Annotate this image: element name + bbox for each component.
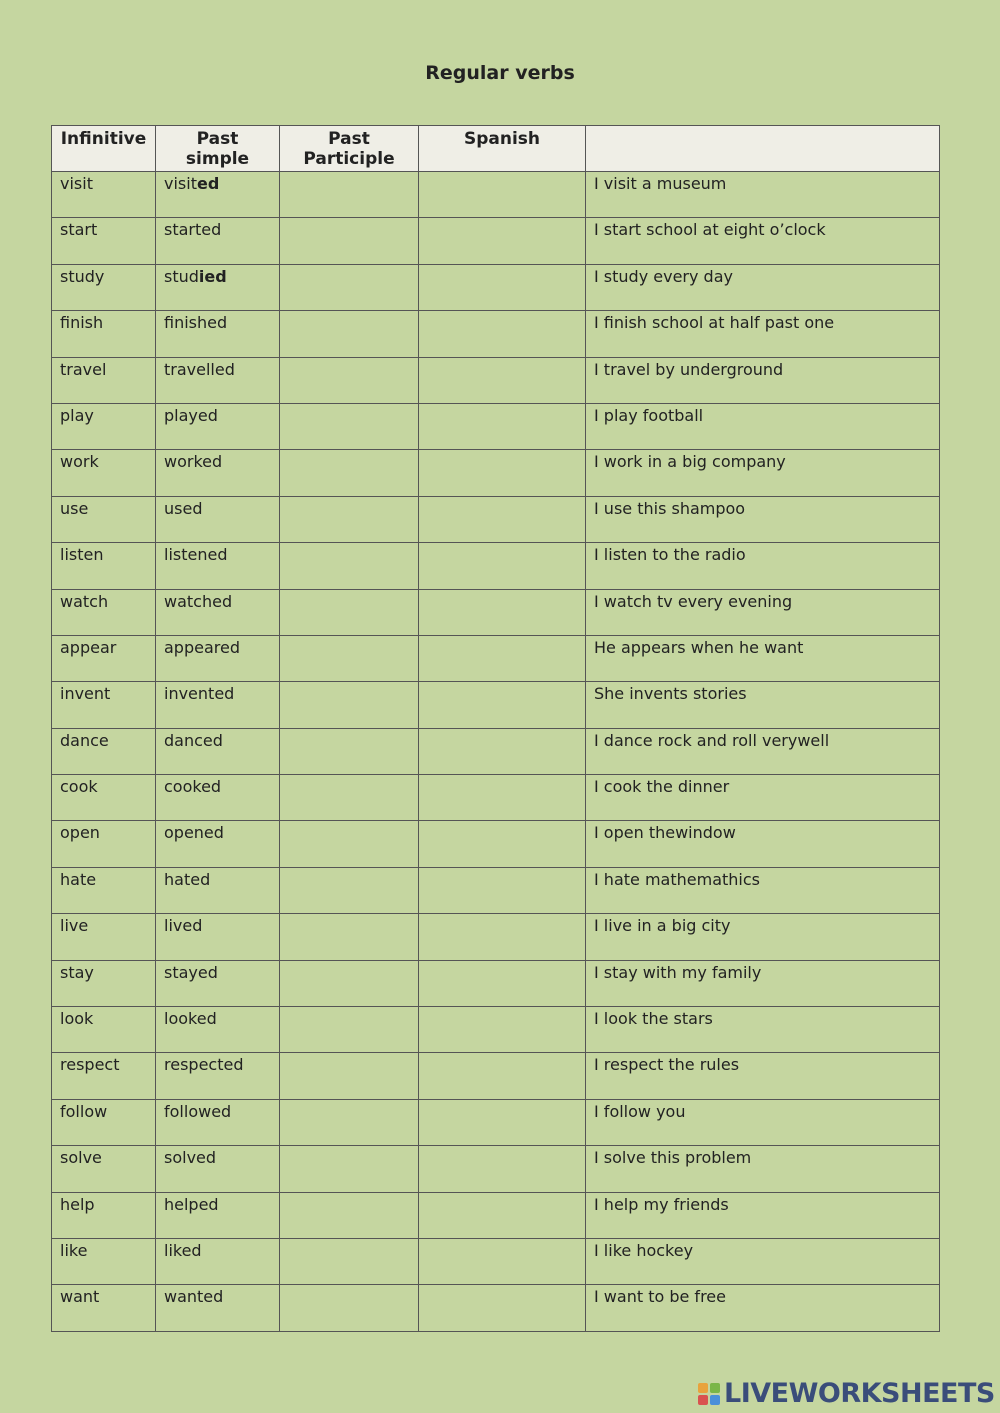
infinitive-cell: cook: [52, 775, 156, 821]
infinitive-cell: study: [52, 264, 156, 310]
past-simple-stem: listened: [164, 545, 228, 565]
past-simple-stem: danced: [164, 730, 223, 750]
spanish-answer-cell[interactable]: [419, 867, 586, 913]
table-row: [52, 450, 940, 496]
past-simple-stem: helped: [164, 1194, 219, 1214]
spanish-answer-cell[interactable]: [419, 311, 586, 357]
table-row: [52, 496, 940, 542]
past-simple-cell: [156, 218, 280, 264]
spanish-answer-cell[interactable]: [419, 450, 586, 496]
spanish-answer-cell[interactable]: [419, 543, 586, 589]
example-sentence-cell: I follow you: [586, 1099, 940, 1145]
example-sentence-cell: I dance rock and roll verywell: [586, 728, 940, 774]
past-simple-cell: [156, 914, 280, 960]
past-participle-answer-cell[interactable]: [280, 1053, 419, 1099]
past-simple-cell: [156, 728, 280, 774]
table-row: [52, 172, 940, 218]
header-infinitive: Infinitive: [52, 126, 156, 172]
past-participle-answer-cell[interactable]: [280, 311, 419, 357]
spanish-answer-cell[interactable]: [419, 1053, 586, 1099]
past-participle-answer-cell[interactable]: [280, 775, 419, 821]
example-sentence-cell: I use this shampoo: [586, 496, 940, 542]
infinitive-cell: solve: [52, 1146, 156, 1192]
past-participle-answer-cell[interactable]: [280, 821, 419, 867]
infinitive-cell: travel: [52, 357, 156, 403]
past-participle-answer-cell[interactable]: [280, 264, 419, 310]
spanish-answer-cell[interactable]: [419, 172, 586, 218]
example-sentence-cell: I work in a big company: [586, 450, 940, 496]
past-simple-stem: liked: [164, 1240, 202, 1260]
infinitive-cell: appear: [52, 635, 156, 681]
infinitive-cell: visit: [52, 172, 156, 218]
past-simple-ending: ied: [198, 266, 227, 286]
past-simple-stem: visit: [164, 174, 197, 193]
spanish-answer-cell[interactable]: [419, 914, 586, 960]
spanish-answer-cell[interactable]: [419, 1099, 586, 1145]
past-simple-stem: hated: [164, 869, 211, 889]
table-row: [52, 682, 940, 728]
past-participle-answer-cell[interactable]: [280, 403, 419, 449]
example-sentence-cell: I visit a museum: [586, 172, 940, 218]
spanish-answer-cell[interactable]: [419, 496, 586, 542]
past-simple-cell: [156, 450, 280, 496]
infinitive-cell: work: [52, 450, 156, 496]
spanish-answer-cell[interactable]: [419, 821, 586, 867]
table-row: [52, 1053, 940, 1099]
past-participle-answer-cell[interactable]: [280, 682, 419, 728]
past-simple-cell: [156, 960, 280, 1006]
infinitive-cell: play: [52, 403, 156, 449]
past-simple-cell: [156, 543, 280, 589]
past-simple-cell: [156, 264, 280, 310]
example-sentence-cell: I cook the dinner: [586, 775, 940, 821]
past-participle-answer-cell[interactable]: [280, 1007, 419, 1053]
spanish-answer-cell[interactable]: [419, 635, 586, 681]
table-row: [52, 357, 940, 403]
past-simple-stem: used: [164, 498, 203, 518]
example-sentence-cell: He appears when he want: [586, 635, 940, 681]
example-sentence-cell: I start school at eight o’clock: [586, 218, 940, 264]
past-participle-answer-cell[interactable]: [280, 635, 419, 681]
spanish-answer-cell[interactable]: [419, 1007, 586, 1053]
past-simple-cell: [156, 1238, 280, 1284]
infinitive-cell: want: [52, 1285, 156, 1331]
spanish-answer-cell[interactable]: [419, 1285, 586, 1331]
table-row: [52, 589, 940, 635]
header-example: [586, 126, 940, 172]
past-simple-cell: [156, 775, 280, 821]
spanish-answer-cell[interactable]: [419, 357, 586, 403]
table-row: [52, 403, 940, 449]
table-row: [52, 1007, 940, 1053]
past-participle-answer-cell[interactable]: [280, 867, 419, 913]
past-participle-answer-cell[interactable]: [280, 357, 419, 403]
page-title: Regular verbs: [425, 62, 575, 84]
spanish-answer-cell[interactable]: [419, 775, 586, 821]
table-row: [52, 1146, 940, 1192]
infinitive-cell: open: [52, 821, 156, 867]
example-sentence-cell: She invents stories: [586, 682, 940, 728]
table-row: [52, 914, 940, 960]
infinitive-cell: watch: [52, 589, 156, 635]
past-simple-cell: [156, 496, 280, 542]
table-row: [52, 1192, 940, 1238]
past-simple-cell: [156, 867, 280, 913]
spanish-answer-cell[interactable]: [419, 264, 586, 310]
infinitive-cell: dance: [52, 728, 156, 774]
past-participle-answer-cell[interactable]: [280, 543, 419, 589]
table-row: [52, 728, 940, 774]
past-participle-answer-cell[interactable]: [280, 1099, 419, 1145]
table-row: [52, 264, 940, 310]
past-simple-cell: [156, 1285, 280, 1331]
liveworksheets-logo: [698, 1378, 995, 1409]
example-sentence-cell: I solve this problem: [586, 1146, 940, 1192]
spanish-answer-cell[interactable]: [419, 960, 586, 1006]
example-sentence-cell: I watch tv every evening: [586, 589, 940, 635]
table-row: [52, 1285, 940, 1331]
past-simple-stem: followed: [164, 1101, 232, 1121]
infinitive-cell: invent: [52, 682, 156, 728]
past-simple-cell: [156, 1007, 280, 1053]
past-simple-stem: wanted: [164, 1287, 224, 1307]
past-simple-stem: solved: [164, 1148, 217, 1168]
spanish-answer-cell[interactable]: [419, 682, 586, 728]
past-simple-stem: played: [164, 405, 218, 425]
past-simple-cell: [156, 821, 280, 867]
example-sentence-cell: I help my friends: [586, 1192, 940, 1238]
example-sentence-cell: I like hockey: [586, 1238, 940, 1284]
past-simple-ending: ed: [196, 174, 220, 193]
example-sentence-cell: I live in a big city: [586, 914, 940, 960]
past-simple-cell: [156, 1099, 280, 1145]
past-simple-cell: [156, 172, 280, 218]
past-participle-answer-cell[interactable]: [280, 960, 419, 1006]
past-participle-answer-cell[interactable]: [280, 1238, 419, 1284]
header-past-participle: Past Participle: [280, 126, 419, 172]
past-simple-stem: appeared: [164, 637, 240, 657]
table-row: [52, 543, 940, 589]
infinitive-cell: listen: [52, 543, 156, 589]
past-simple-stem: stayed: [164, 962, 218, 982]
example-sentence-cell: I play football: [586, 403, 940, 449]
infinitive-cell: like: [52, 1238, 156, 1284]
spanish-answer-cell[interactable]: [419, 589, 586, 635]
spanish-answer-cell[interactable]: [419, 728, 586, 774]
example-sentence-cell: I study every day: [586, 264, 940, 310]
infinitive-cell: start: [52, 218, 156, 264]
past-participle-answer-cell[interactable]: [280, 496, 419, 542]
table-row: [52, 867, 940, 913]
past-participle-answer-cell[interactable]: [280, 218, 419, 264]
past-participle-answer-cell[interactable]: [280, 728, 419, 774]
table-row: [52, 775, 940, 821]
table-row: [52, 635, 940, 681]
past-simple-cell: [156, 682, 280, 728]
table-header-row: [52, 126, 940, 172]
past-participle-answer-cell[interactable]: [280, 450, 419, 496]
past-simple-stem: travelled: [164, 359, 235, 379]
past-participle-answer-cell[interactable]: [280, 172, 419, 218]
past-simple-stem: lived: [164, 916, 203, 936]
header-spanish: Spanish: [419, 126, 586, 172]
past-simple-cell: [156, 635, 280, 681]
spanish-answer-cell[interactable]: [419, 403, 586, 449]
example-sentence-cell: I stay with my family: [586, 960, 940, 1006]
past-simple-stem: stud: [164, 266, 199, 286]
liveworksheets-mark-icon: [698, 1383, 720, 1405]
table-row: [52, 311, 940, 357]
table-row: [52, 821, 940, 867]
past-simple-stem: cooked: [164, 777, 222, 797]
past-simple-stem: looked: [164, 1009, 217, 1029]
past-simple-stem: started: [164, 220, 222, 240]
header-past-simple: Past simple: [156, 126, 280, 172]
past-participle-answer-cell[interactable]: [280, 1285, 419, 1331]
past-simple-stem: invented: [164, 684, 235, 704]
past-simple-stem: finished: [164, 313, 228, 333]
infinitive-cell: help: [52, 1192, 156, 1238]
spanish-answer-cell[interactable]: [419, 1146, 586, 1192]
table-row: [52, 1099, 940, 1145]
infinitive-cell: respect: [52, 1053, 156, 1099]
past-simple-cell: [156, 1053, 280, 1099]
past-simple-cell: [156, 403, 280, 449]
table-body: [52, 172, 940, 1332]
past-simple-stem: worked: [164, 452, 223, 472]
infinitive-cell: look: [52, 1007, 156, 1053]
example-sentence-cell: I hate mathemathics: [586, 867, 940, 913]
infinitive-cell: stay: [52, 960, 156, 1006]
example-sentence-cell: I listen to the radio: [586, 543, 940, 589]
example-sentence-cell: I open thewindow: [586, 821, 940, 867]
past-simple-cell: [156, 1146, 280, 1192]
table-row: [52, 218, 940, 264]
verbs-table: [51, 125, 940, 1332]
past-simple-cell: [156, 357, 280, 403]
infinitive-cell: live: [52, 914, 156, 960]
example-sentence-cell: I look the stars: [586, 1007, 940, 1053]
past-participle-answer-cell[interactable]: [280, 589, 419, 635]
example-sentence-cell: I finish school at half past one: [586, 311, 940, 357]
past-simple-stem: opened: [164, 823, 224, 843]
past-simple-cell: [156, 311, 280, 357]
past-simple-cell: [156, 1192, 280, 1238]
example-sentence-cell: I respect the rules: [586, 1053, 940, 1099]
past-simple-stem: watched: [164, 591, 233, 611]
example-sentence-cell: I want to be free: [586, 1285, 940, 1331]
spanish-answer-cell[interactable]: [419, 1192, 586, 1238]
infinitive-cell: hate: [52, 867, 156, 913]
past-participle-answer-cell[interactable]: [280, 1192, 419, 1238]
past-participle-answer-cell[interactable]: [280, 1146, 419, 1192]
table-row: [52, 960, 940, 1006]
infinitive-cell: use: [52, 496, 156, 542]
infinitive-cell: follow: [52, 1099, 156, 1145]
spanish-answer-cell[interactable]: [419, 1238, 586, 1284]
table-row: [52, 1238, 940, 1284]
past-simple-cell: [156, 589, 280, 635]
infinitive-cell: finish: [52, 311, 156, 357]
past-simple-stem: respected: [164, 1055, 244, 1075]
spanish-answer-cell[interactable]: [419, 218, 586, 264]
logo-text: LIVEWORKSHEETS: [724, 1378, 995, 1409]
example-sentence-cell: I travel by underground: [586, 357, 940, 403]
past-participle-answer-cell[interactable]: [280, 914, 419, 960]
